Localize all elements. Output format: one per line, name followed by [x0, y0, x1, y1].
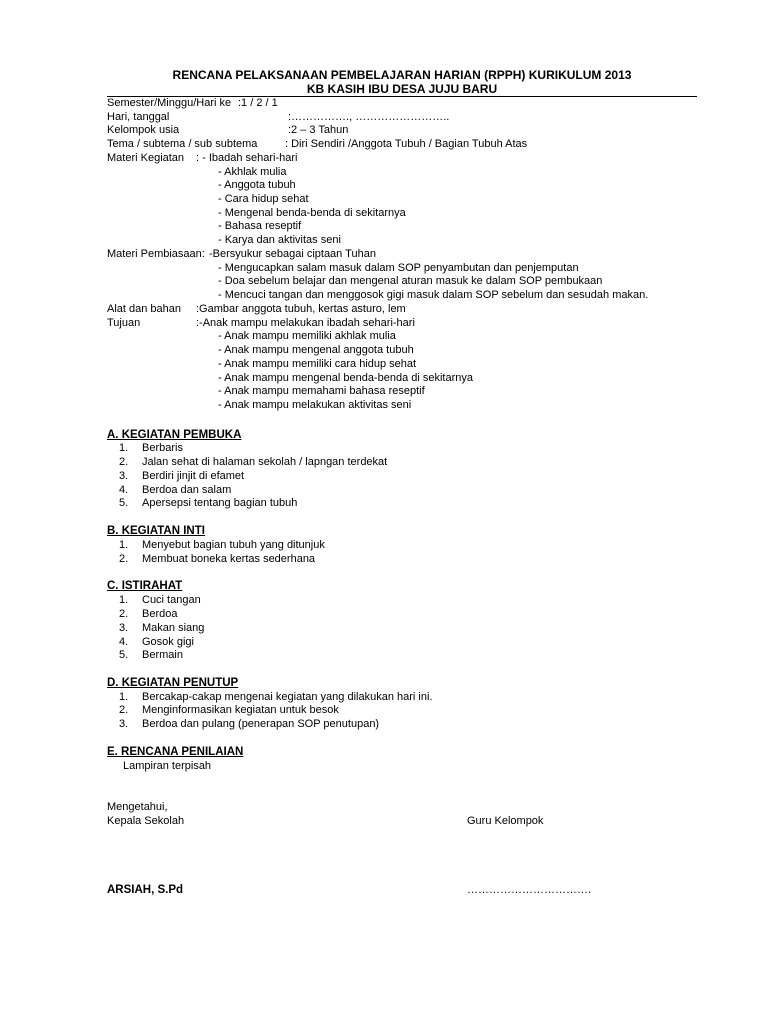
list-number: 1. [119, 691, 129, 703]
list-number: 4. [119, 636, 129, 648]
tujuan-label: Tujuan [107, 317, 141, 329]
materi-item: - Anggota tubuh [218, 179, 296, 191]
alat-value: :Gambar anggota tubuh, kertas asturo, lem [196, 303, 406, 315]
alat-label: Alat dan bahan [107, 303, 182, 315]
list-item: Membuat boneka kertas sederhana [142, 553, 316, 565]
list-number: 2. [119, 704, 129, 716]
pembiasaan-item: - Doa sebelum belajar dan mengenal aturan masuk ke dalam SOP pembukaan [218, 275, 603, 287]
semester-label: Semester/Minggu/Hari ke [107, 97, 232, 109]
list-item: Bercakap-cakap mengenai kegiatan yang dilakukan hari ini. [142, 691, 433, 703]
list-number: 3. [119, 622, 129, 634]
tujuan-item: - Anak mampu melakukan aktivitas seni [218, 399, 412, 411]
hari-value: :……………., …………………….. [288, 111, 450, 123]
guru-kelompok-label: Guru Kelompok [467, 815, 544, 827]
list-number: 1. [119, 539, 129, 551]
pembiasaan-label: Materi Pembiasaan: [107, 248, 205, 260]
list-number: 2. [119, 608, 129, 620]
pembiasaan-item: - Mencuci tangan dan menggosok gigi masuk dalam SOP sebelum dan sesudah makan. [218, 289, 649, 301]
section-a-title: A. KEGIATAN PEMBUKA [107, 429, 242, 441]
tujuan-item: - Anak mampu mengenal anggota tubuh [218, 344, 414, 356]
list-item: Berbaris [142, 442, 183, 454]
list-item: Berdoa dan pulang (penerapan SOP penutupan) [142, 718, 380, 730]
tema-value: : Diri Sendiri /Anggota Tubuh / Bagian Tubuh Atas [285, 138, 528, 150]
list-item: Cuci tangan [142, 594, 201, 606]
kepala-sekolah-label: Kepala Sekolah [107, 815, 185, 827]
pembiasaan-item: - Mengucapkan salam masuk dalam SOP penyambutan dan penjemputan [218, 262, 579, 274]
materi-item: - Karya dan aktivitas seni [218, 234, 341, 246]
kelompok-label: Kelompok usia [107, 124, 180, 136]
section-c-title: C. ISTIRAHAT [107, 580, 183, 592]
list-number: 2. [119, 553, 129, 565]
list-number: 4. [119, 484, 129, 496]
list-item: Berdoa [142, 608, 178, 620]
list-number: 3. [119, 718, 129, 730]
materi-label: Materi Kegiatan [107, 152, 185, 164]
tujuan-item: - Anak mampu mengenal benda-benda di sekitarnya [218, 372, 473, 384]
tujuan-item: - Anak mampu memiliki cara hidup sehat [218, 358, 417, 370]
list-item: Gosok gigi [142, 636, 194, 648]
tema-label: Tema / subtema / sub subtema [107, 138, 258, 150]
kelompok-value: :2 – 3 Tahun [288, 124, 349, 136]
section-b-title: B. KEGIATAN INTI [107, 525, 205, 537]
materi-item: - Akhlak mulia [218, 166, 287, 178]
list-number: 5. [119, 649, 129, 661]
mengetahui-text: Mengetahui, [107, 801, 168, 813]
tujuan-item: - Anak mampu memahami bahasa reseptif [218, 385, 425, 397]
assessment-note: Lampiran terpisah [123, 760, 212, 772]
document-title: RENCANA PELAKSANAAN PEMBELAJARAN HARIAN (RPPH) KURIKULUM 2013 [172, 68, 632, 82]
list-item: Berdoa dan salam [142, 484, 232, 496]
list-number: 5. [119, 497, 129, 509]
list-item: Menyebut bagian tubuh yang ditunjuk [142, 539, 325, 551]
list-item: Menginformasikan kegiatan untuk besok [142, 704, 339, 716]
tujuan-first-item: :-Anak mampu melakukan ibadah sehari-hari [196, 317, 415, 329]
materi-item: - Cara hidup sehat [218, 193, 309, 205]
list-item: Berdiri jinjit di efamet [142, 470, 245, 482]
materi-item: - Mengenal benda-benda di sekitarnya [218, 207, 406, 219]
pembiasaan-first-item: -Bersyukur sebagai ciptaan Tuhan [209, 248, 376, 260]
materi-item: - Bahasa reseptif [218, 220, 302, 232]
hari-label: Hari, tanggal [107, 111, 170, 123]
document-subtitle: KB KASIH IBU DESA JUJU BARU [306, 82, 498, 96]
list-number: 1. [119, 594, 129, 606]
list-item: Apersepsi tentang bagian tubuh [142, 497, 298, 509]
guru-kelompok-name-placeholder: ……………………………. [467, 884, 592, 896]
kepala-sekolah-name: ARSIAH, S.Pd [107, 884, 184, 896]
section-e-title: E. RENCANA PENILAIAN [107, 746, 244, 758]
semester-value: :1 / 2 / 1 [238, 97, 278, 109]
section-d-title: D. KEGIATAN PENUTUP [107, 677, 239, 689]
list-item: Jalan sehat di halaman sekolah / lapngan terdekat [142, 456, 388, 468]
list-item: Makan siang [142, 622, 205, 634]
materi-first-item: : - Ibadah sehari-hari [196, 152, 298, 164]
list-item: Bermain [142, 649, 183, 661]
tujuan-item: - Anak mampu memiliki akhlak mulia [218, 330, 396, 342]
list-number: 1. [119, 442, 129, 454]
list-number: 2. [119, 456, 129, 468]
list-number: 3. [119, 470, 129, 482]
